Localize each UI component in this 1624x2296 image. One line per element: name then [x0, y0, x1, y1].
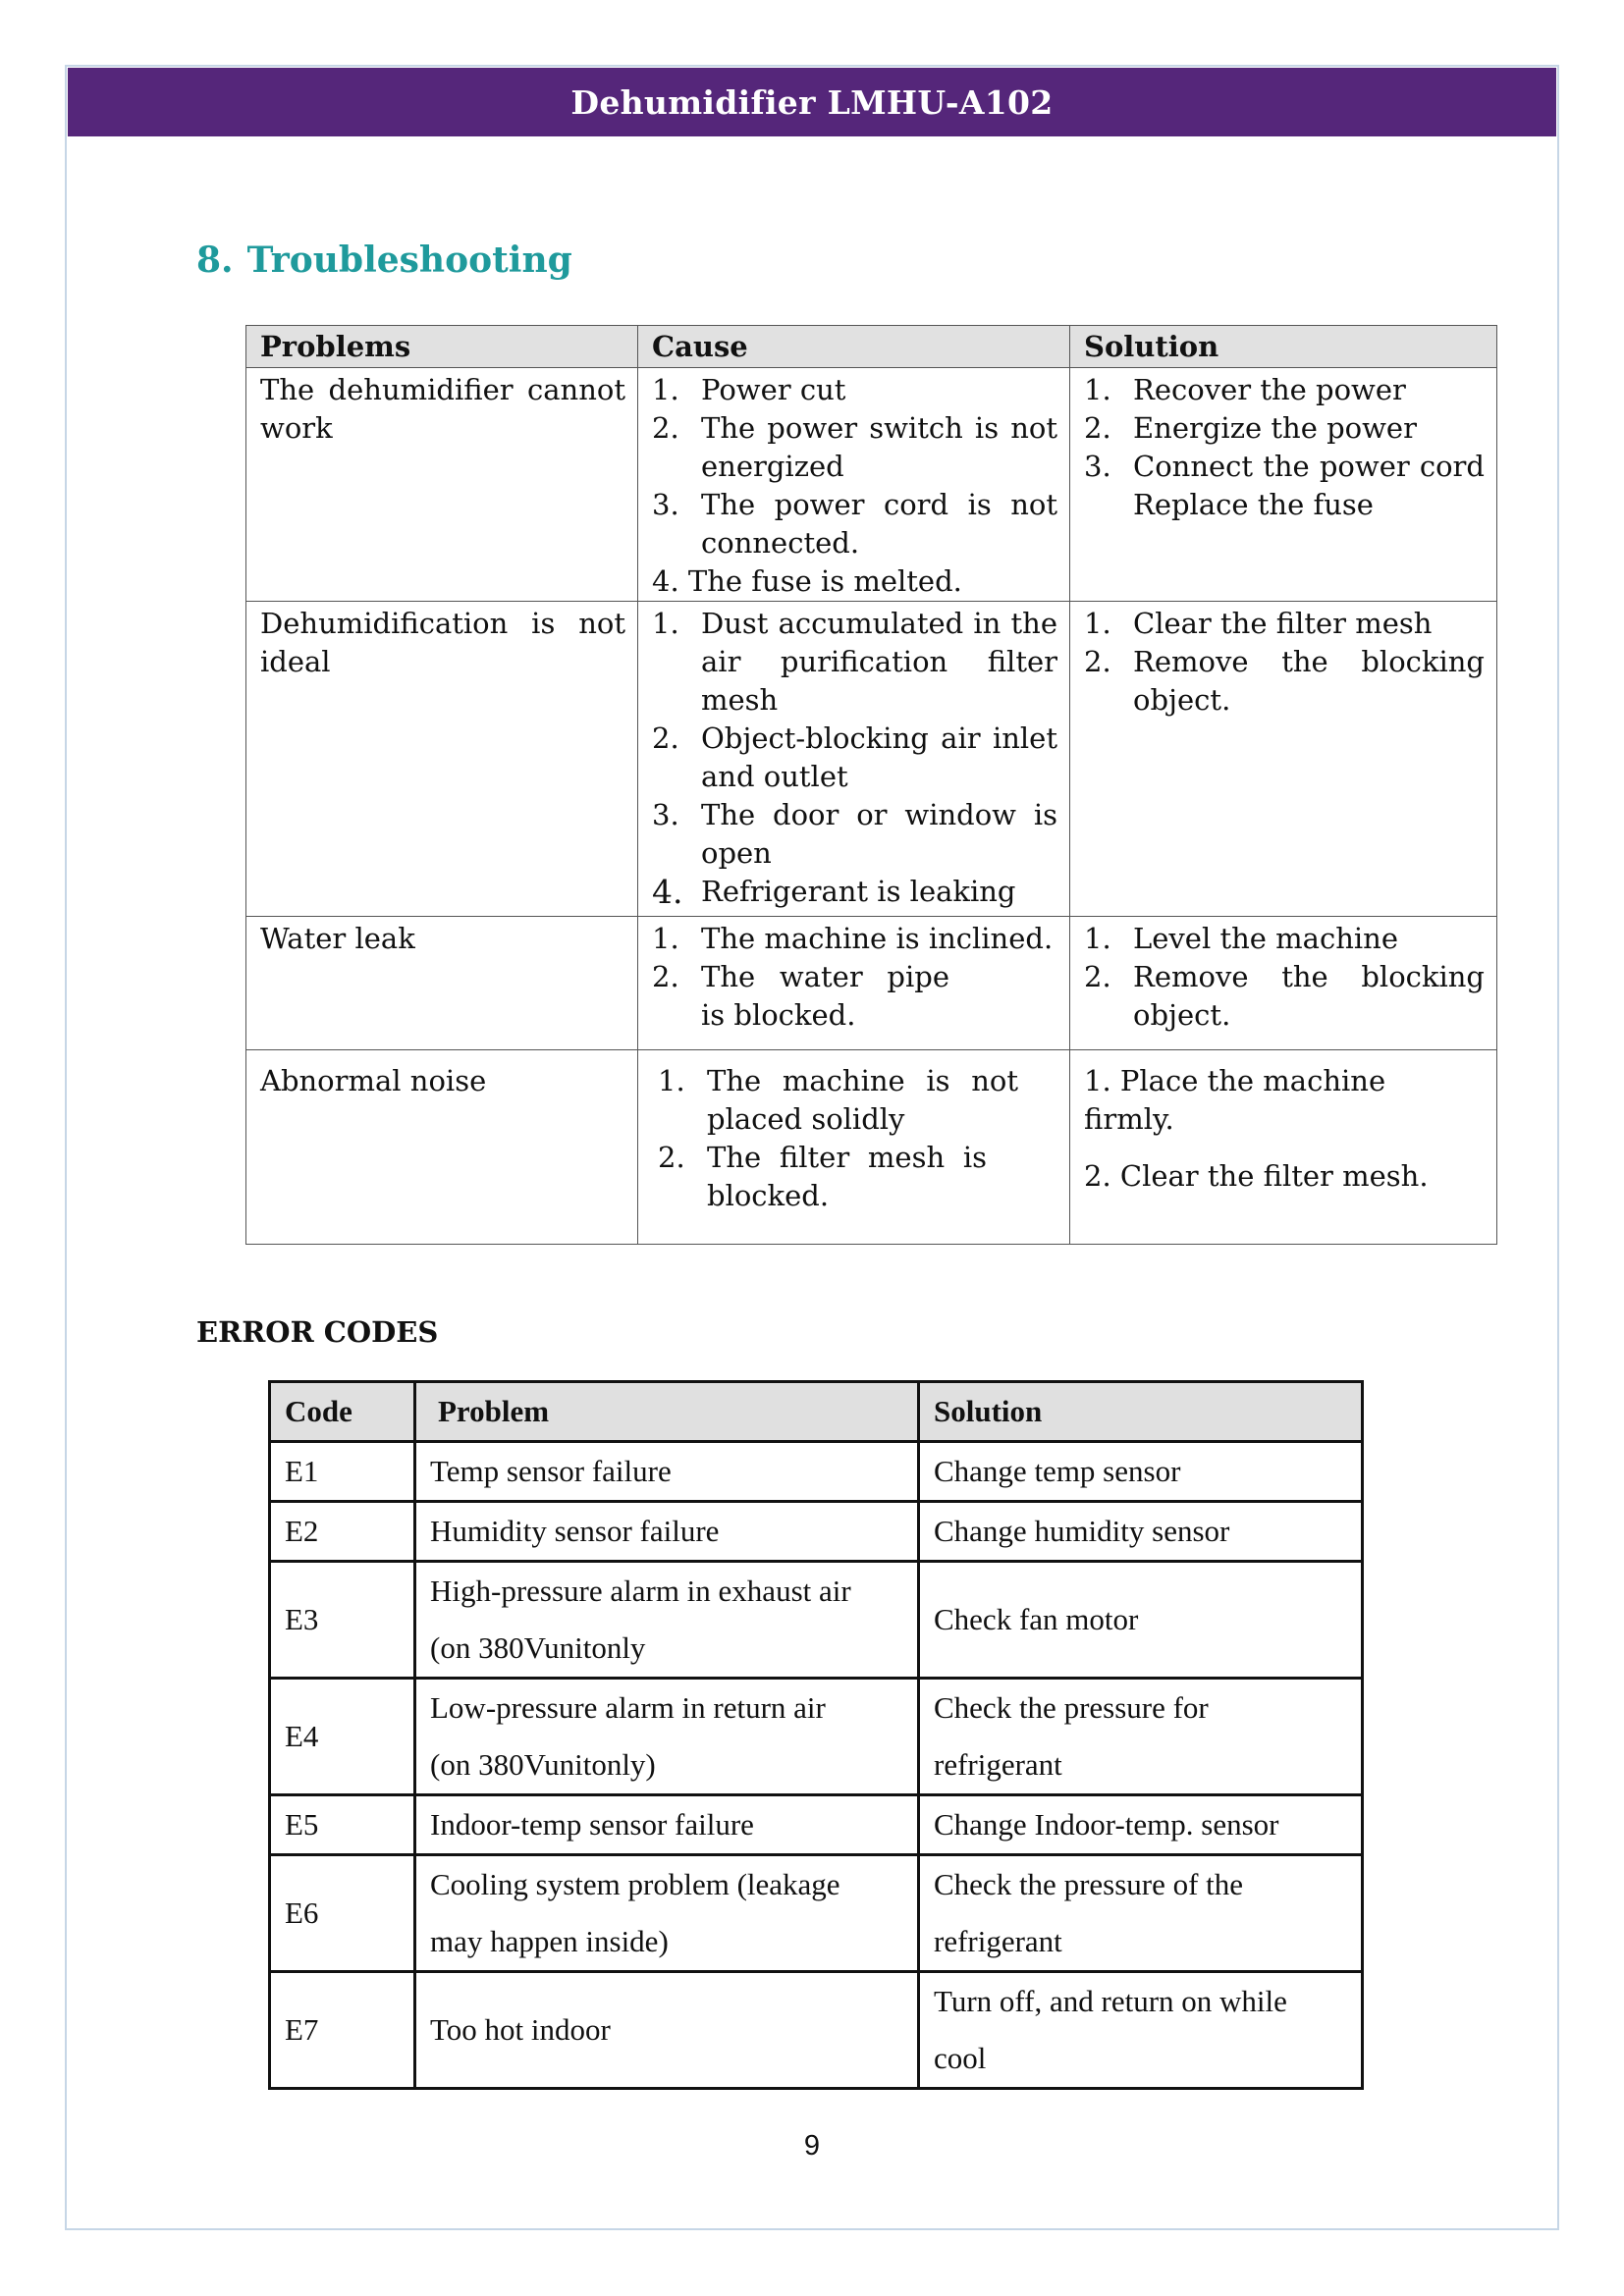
error-code: E5 — [270, 1795, 415, 1855]
cell-line: refrigerant — [934, 1747, 1062, 1782]
cell-line: (on 380Vunitonly) — [430, 1747, 656, 1782]
error-problem — [415, 1442, 919, 1502]
list-text: The door or window is open — [701, 798, 1057, 870]
cell-line: Humidity sensor failure — [430, 1514, 720, 1548]
list-marker: 1. — [652, 607, 679, 640]
problem-cell: The dehumidifier cannot work — [246, 368, 638, 602]
cell-line: Check the pressure of the — [934, 1867, 1244, 1901]
error-problem — [415, 1679, 919, 1795]
list-text: Remove the blocking object. — [1133, 960, 1485, 1032]
list-item — [658, 1139, 1057, 1215]
list-text: The water pipe is blocked. — [701, 960, 949, 1032]
header-cause: Cause — [638, 326, 1070, 368]
table-row — [246, 602, 1497, 917]
solution-line: 2. Clear the filter mesh. — [1084, 1159, 1429, 1193]
list-marker: 2. — [652, 721, 679, 755]
cause-list — [652, 920, 1057, 1035]
cell-line: High-pressure alarm in exhaust air — [430, 1574, 851, 1608]
list-text: Connect the power cord Replace the fuse — [1133, 450, 1485, 521]
list-item — [1084, 605, 1485, 643]
header-problems: Problems — [246, 326, 638, 368]
list-item — [652, 371, 1057, 409]
document-title: Dehumidifier LMHU-A102 — [570, 82, 1054, 122]
list-text: Dust accumulated in the air purification filter mesh — [701, 607, 1057, 717]
list-marker: 2. — [1084, 645, 1111, 678]
header-code: Code — [270, 1382, 415, 1442]
problem-cell: Abnormal noise — [246, 1050, 638, 1245]
header-solution: Solution — [1070, 326, 1497, 368]
error-problem — [415, 1855, 919, 1972]
document-header — [68, 68, 1556, 136]
section-number: 8. — [196, 240, 234, 281]
list-text: Clear the filter mesh — [1133, 607, 1433, 640]
error-problem — [415, 1502, 919, 1562]
table-row — [270, 1502, 1363, 1562]
table-row — [270, 1795, 1363, 1855]
cause-cell — [638, 602, 1070, 917]
header-solution: Solution — [919, 1382, 1363, 1442]
solution-cell — [1070, 368, 1497, 602]
list-item — [1084, 448, 1485, 524]
cell-line: Low-pressure alarm in return air — [430, 1690, 826, 1725]
list-text: The power cord is not connected. — [701, 488, 1057, 560]
cell-line: Turn off, and return on while — [934, 1984, 1287, 2018]
list-item — [652, 720, 1057, 796]
list-item — [1084, 958, 1485, 1035]
list-item — [1084, 371, 1485, 409]
cause-list — [652, 605, 1057, 911]
cause-cell — [638, 368, 1070, 602]
cell-line: (on 380Vunitonly — [430, 1630, 646, 1665]
cell-line: Change humidity sensor — [934, 1514, 1230, 1548]
solution-cell — [1070, 1050, 1497, 1245]
error-code: E4 — [270, 1679, 415, 1795]
error-codes-table — [268, 1380, 1364, 2090]
list-text: Recover the power — [1133, 373, 1406, 406]
error-solution — [919, 1855, 1363, 1972]
solution-list — [1084, 371, 1485, 524]
solution-line: 1. Place the machine firmly. — [1084, 1064, 1386, 1136]
list-marker: 1. — [652, 922, 679, 955]
list-item — [652, 562, 1057, 601]
error-codes-header-row — [270, 1382, 1363, 1442]
list-item — [652, 409, 1057, 486]
list-item — [652, 958, 1057, 1035]
cell-line: Indoor-temp sensor failure — [430, 1807, 754, 1842]
list-text: 4. The fuse is melted. — [652, 564, 962, 598]
cell-line: Cooling system problem (leakage — [430, 1867, 840, 1901]
list-marker: 1. — [1084, 373, 1111, 406]
solution-cell — [1070, 917, 1497, 1050]
cell-line: Temp sensor failure — [430, 1454, 672, 1488]
cause-cell — [638, 917, 1070, 1050]
table-row — [246, 368, 1497, 602]
list-item — [1084, 409, 1485, 448]
list-text: The machine is inclined. — [701, 922, 1054, 955]
list-text: Power cut — [701, 373, 846, 406]
section-title: Troubleshooting — [246, 240, 572, 281]
list-item — [652, 605, 1057, 720]
page-number: 9 — [803, 2130, 821, 2162]
list-item — [652, 796, 1057, 873]
list-text: Refrigerant is leaking — [701, 875, 1016, 908]
problem-cell: Dehumidification is not ideal — [246, 602, 638, 917]
error-problem — [415, 1972, 919, 2089]
cell-line: Change temp sensor — [934, 1454, 1181, 1488]
list-item — [652, 873, 1057, 911]
error-problem — [415, 1562, 919, 1679]
error-code: E7 — [270, 1972, 415, 2089]
list-text: Object-blocking air inlet and outlet — [701, 721, 1057, 793]
list-text: The filter mesh is blocked. — [707, 1141, 987, 1212]
error-solution — [919, 1795, 1363, 1855]
table-row — [270, 1562, 1363, 1679]
table-row — [270, 1972, 1363, 2089]
list-text: Remove the blocking object. — [1133, 645, 1485, 717]
error-solution — [919, 1562, 1363, 1679]
list-item — [1084, 643, 1485, 720]
troubleshooting-header-row — [246, 326, 1497, 368]
list-marker: 3. — [1084, 450, 1111, 483]
cause-cell — [638, 1050, 1070, 1245]
solution-cell — [1070, 602, 1497, 917]
list-text: Level the machine — [1133, 922, 1398, 955]
list-marker: 1. — [1084, 922, 1111, 955]
error-codes-heading: ERROR CODES — [196, 1315, 439, 1349]
list-text: Energize the power — [1133, 411, 1417, 445]
list-text: The machine is not placed solidly — [707, 1064, 1018, 1136]
cell-line: Check the pressure for — [934, 1690, 1209, 1725]
cause-list — [652, 371, 1057, 601]
error-code: E3 — [270, 1562, 415, 1679]
table-row — [270, 1855, 1363, 1972]
error-solution — [919, 1679, 1363, 1795]
error-problem — [415, 1795, 919, 1855]
list-item — [658, 1062, 1057, 1139]
cell-line: Change Indoor-temp. sensor — [934, 1807, 1279, 1842]
problem-cell: Water leak — [246, 917, 638, 1050]
list-marker: 2. — [658, 1141, 685, 1174]
error-code: E6 — [270, 1855, 415, 1972]
list-item — [1084, 920, 1485, 958]
header-problem: Problem — [415, 1382, 919, 1442]
list-item — [652, 486, 1057, 562]
list-item — [652, 920, 1057, 958]
troubleshooting-table — [245, 325, 1497, 1245]
cell-line: Too hot indoor — [430, 2012, 611, 2047]
table-row — [270, 1679, 1363, 1795]
list-text: The power switch is not energized — [701, 411, 1057, 483]
cell-line: may happen inside) — [430, 1924, 669, 1958]
error-solution — [919, 1972, 1363, 2089]
solution-list — [1084, 605, 1485, 720]
cell-line: refrigerant — [934, 1924, 1062, 1958]
error-code: E1 — [270, 1442, 415, 1502]
list-marker: 3. — [652, 798, 679, 831]
list-marker: 1. — [1084, 607, 1111, 640]
error-solution — [919, 1502, 1363, 1562]
error-code: E2 — [270, 1502, 415, 1562]
list-marker: 4. — [652, 873, 683, 911]
section-heading — [196, 240, 572, 281]
list-marker: 1. — [658, 1064, 685, 1097]
table-row — [270, 1442, 1363, 1502]
list-marker: 3. — [652, 488, 679, 521]
list-marker: 2. — [1084, 960, 1111, 993]
table-row — [246, 1050, 1497, 1245]
cause-list — [652, 1062, 1057, 1215]
table-row — [246, 917, 1497, 1050]
list-marker: 2. — [652, 411, 679, 445]
error-solution — [919, 1442, 1363, 1502]
list-marker: 2. — [1084, 411, 1111, 445]
cell-line: Check fan motor — [934, 1602, 1139, 1636]
list-marker: 2. — [652, 960, 679, 993]
list-marker: 1. — [652, 373, 679, 406]
cell-line: cool — [934, 2041, 987, 2075]
solution-list — [1084, 920, 1485, 1035]
